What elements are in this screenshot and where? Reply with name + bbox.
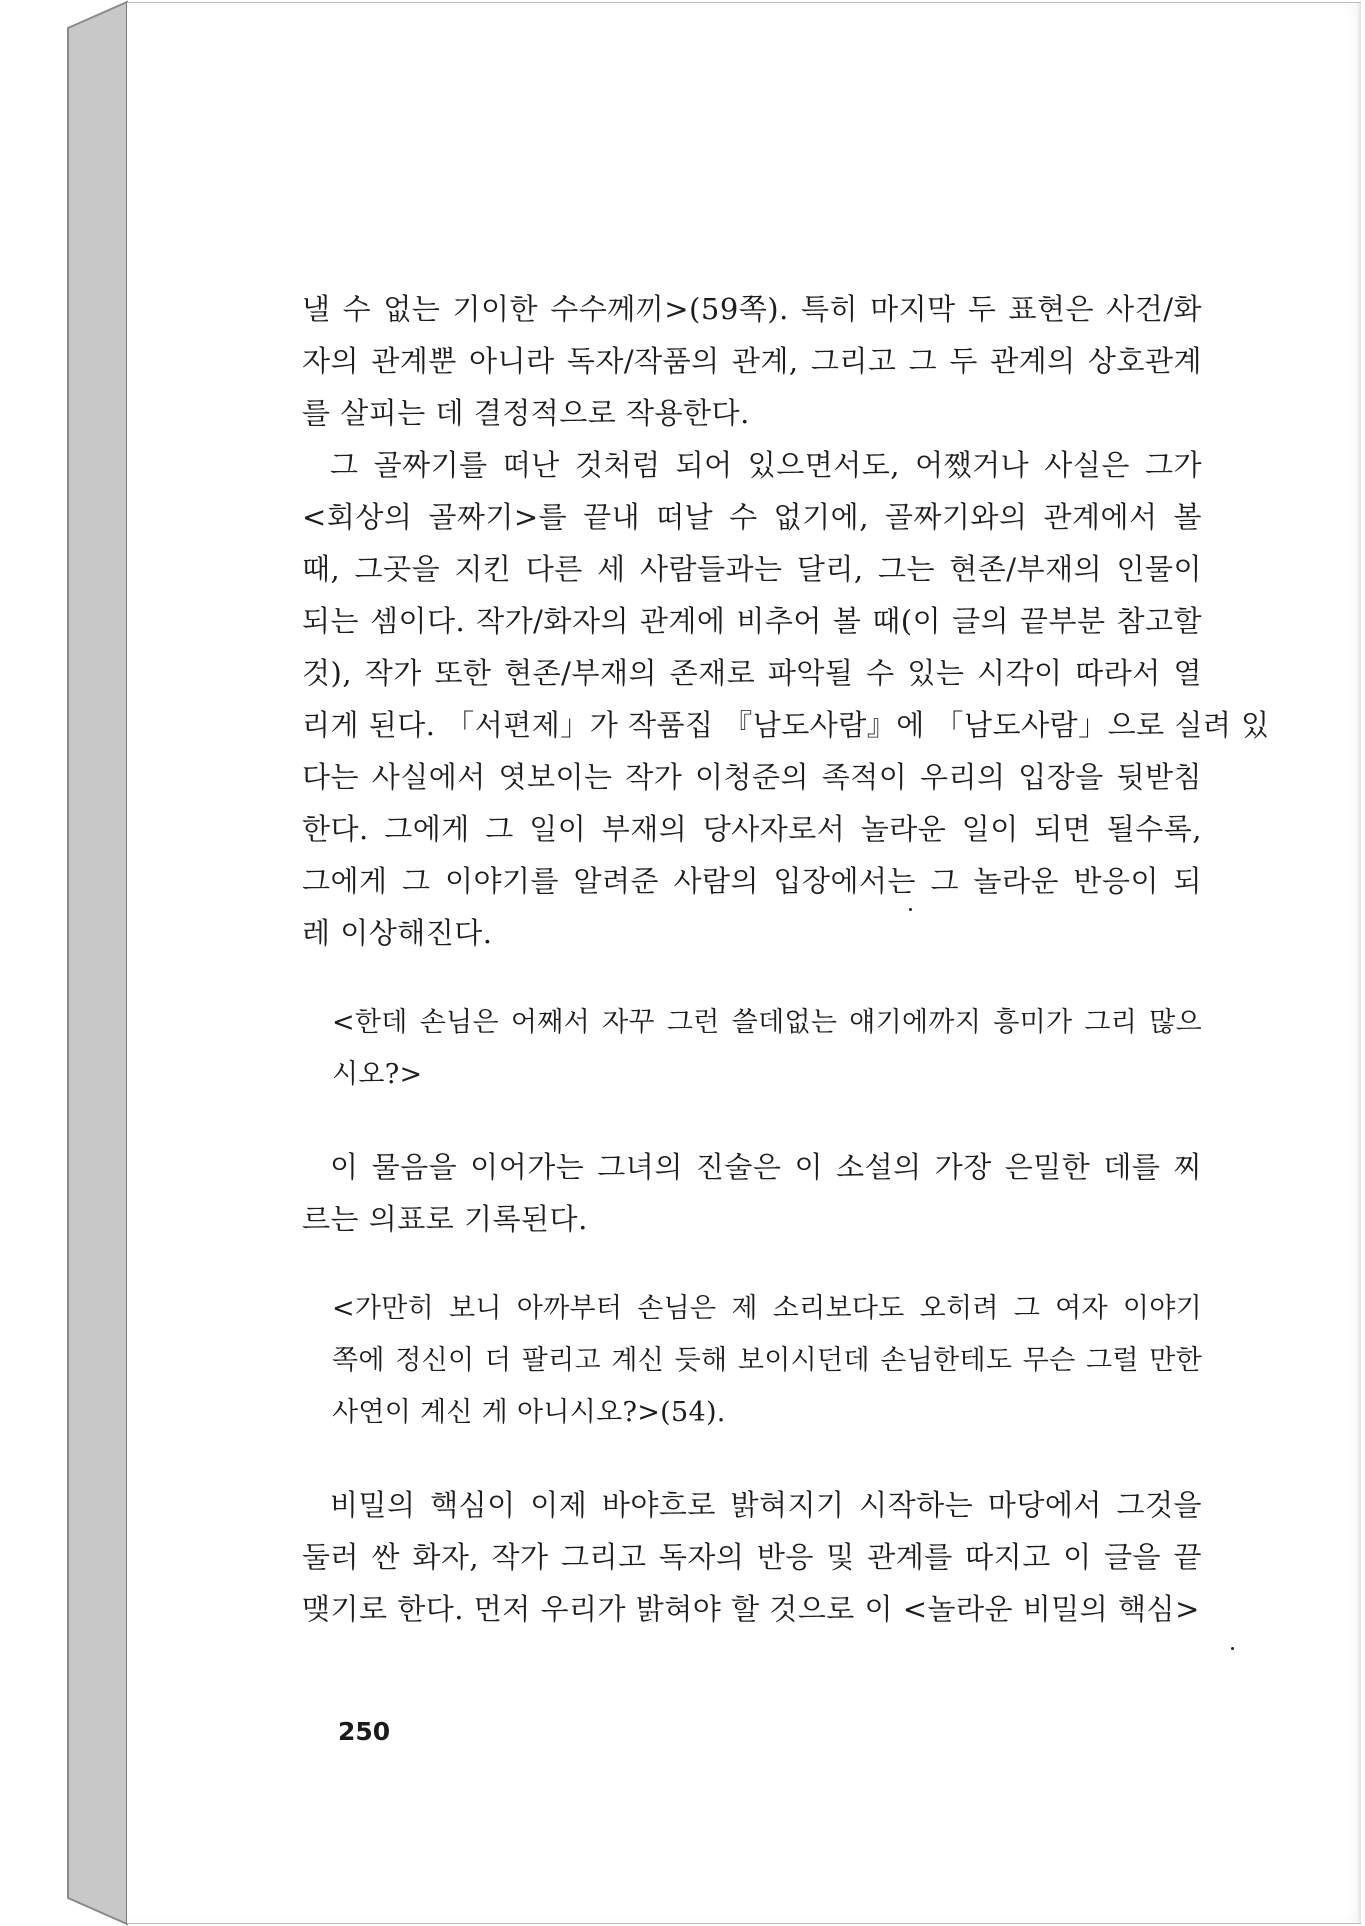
- text-line: 이 물음을 이어가는 그녀의 진술은 이 소설의 가장 은밀한 데를 찌: [330, 1150, 1202, 1184]
- text-line: 르는 의표로 기록된다.: [302, 1202, 588, 1236]
- paragraph-3: [302, 1141, 1202, 1245]
- scan-speck: [909, 908, 912, 911]
- page-edge: [1355, 3, 1361, 1923]
- text-line: 레 이상해진다.: [302, 916, 493, 950]
- quote-line: 시오?>: [332, 1059, 423, 1090]
- text-line: <회상의 골짜기>를 끝내 떠날 수 없기에, 골짜기와의 관계에서 볼: [302, 500, 1202, 534]
- scan-speck: [1231, 1647, 1234, 1650]
- text-line: 낼 수 없는 기이한 수수께끼>(59쪽). 특히 마지막 두 표현은 사건/화: [302, 292, 1202, 326]
- paragraph-1: [302, 283, 1202, 439]
- text-line: 비밀의 핵심이 이제 바야흐로 밝혀지기 시작하는 마당에서 그것을: [330, 1488, 1202, 1522]
- paragraph-4: [302, 1479, 1202, 1635]
- quote-line: <가만히 보니 아까부터 손님은 제 소리보다도 오히려 그 여자 이야기: [332, 1293, 1202, 1324]
- quote-line: <한데 손님은 어째서 자꾸 그런 쓸데없는 얘기에까지 흥미가 그리 많으: [332, 1007, 1202, 1038]
- page: [127, 2, 1361, 1924]
- page-number: 250: [338, 1717, 391, 1746]
- block-quote-1: [302, 997, 1202, 1101]
- block-quote-2: [302, 1283, 1202, 1439]
- text-line: 그에게 그 이야기를 알려준 사람의 입장에서는 그 놀라운 반응이 되: [302, 864, 1202, 898]
- text-line: 것), 작가 또한 현존/부재의 존재로 파악될 수 있는 시각이 따라서 열: [302, 656, 1202, 690]
- text-line: 자의 관계뿐 아니라 독자/작품의 관계, 그리고 그 두 관계의 상호관계: [302, 344, 1202, 378]
- text-line: 맺기로 한다. 먼저 우리가 밝혀야 할 것으로 이 <놀라운 비밀의 핵심>: [302, 1592, 1200, 1626]
- text-line: 를 살피는 데 결정적으로 작용한다.: [302, 396, 750, 430]
- text-line: 그 골짜기를 떠난 것처럼 되어 있으면서도, 어쨌거나 사실은 그가: [330, 448, 1202, 482]
- text-line: 다는 사실에서 엿보이는 작가 이청준의 족적이 우리의 입장을 뒷받침: [302, 760, 1202, 794]
- text-line: 한다. 그에게 그 일이 부재의 당사자로서 놀라운 일이 되면 될수록,: [302, 812, 1202, 846]
- quote-line: 사연이 계신 게 아니시오?>(54).: [332, 1397, 726, 1428]
- text-line: 둘러 싼 화자, 작가 그리고 독자의 반응 및 관계를 따지고 이 글을 끝: [302, 1540, 1202, 1574]
- text-line: 리게 된다. 「서편제」가 작품집 『남도사람』에 「남도사람」으로 실려 있: [302, 708, 1270, 742]
- body-text: [302, 283, 1270, 1635]
- paragraph-2: [302, 439, 1270, 959]
- quote-line: 쪽에 정신이 더 팔리고 계신 듯해 보이시던데 손님한테도 무슨 그럴 만한: [332, 1345, 1202, 1376]
- text-line: 때, 그곳을 지킨 다른 세 사람들과는 달리, 그는 현존/부재의 인물이: [302, 552, 1202, 586]
- text-line: 되는 셈이다. 작가/화자의 관계에 비추어 볼 때(이 글의 끝부분 참고할: [302, 604, 1202, 638]
